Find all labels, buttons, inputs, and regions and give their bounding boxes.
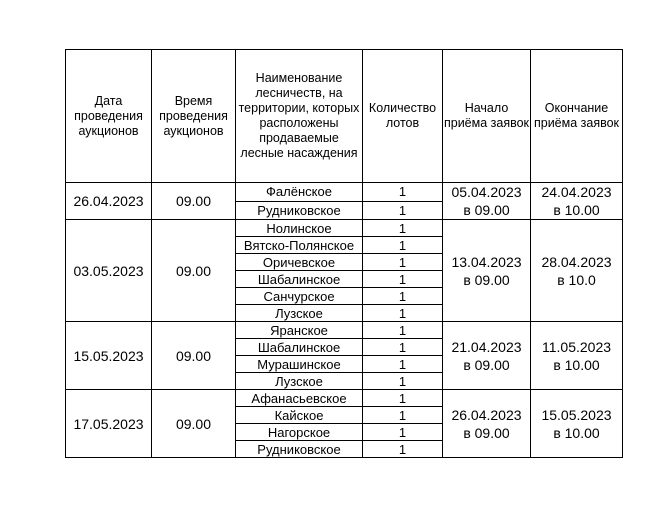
lot-count: 1 [363, 237, 443, 254]
lot-count: 1 [363, 322, 443, 339]
start-date: 21.04.2023 [451, 338, 522, 355]
table-row [66, 183, 623, 202]
header-start: Начало приёма заявок [443, 50, 531, 183]
header-end: Окончание приёма заявок [531, 50, 623, 183]
end-date: 28.04.2023 [541, 253, 612, 270]
application-start-cell [443, 220, 531, 322]
lot-count: 1 [363, 183, 443, 202]
auction-time-cell [152, 390, 236, 458]
auction-time: 09.00 [175, 193, 212, 209]
lot-count: 1 [363, 356, 443, 373]
forestry-name: Яранское [236, 322, 363, 339]
forestry-name: Шабалинское [236, 271, 363, 288]
lot-count: 1 [363, 424, 443, 441]
forestry-name: Нолинское [236, 220, 363, 237]
auction-time-cell [152, 322, 236, 390]
header-time: Время проведения аукционов [152, 50, 236, 183]
end-date: 15.05.2023 [541, 406, 612, 423]
auction-time-cell [152, 220, 236, 322]
lot-count: 1 [363, 441, 443, 458]
table-row [66, 390, 623, 407]
lot-count: 1 [363, 305, 443, 322]
auction-time: 09.00 [175, 415, 212, 432]
forestry-name: Кайское [236, 407, 363, 424]
auction-date-cell [66, 322, 152, 390]
end-date: 11.05.2023 [541, 338, 612, 355]
auction-date-cell [66, 183, 152, 220]
start-date: 05.04.2023 [451, 184, 522, 200]
end-date: 24.04.2023 [541, 184, 612, 200]
auction-time-cell [152, 183, 236, 220]
header-row [66, 50, 623, 183]
auction-time: 09.00 [175, 262, 212, 279]
application-start-cell [443, 183, 531, 220]
forestry-name: Лузское [236, 305, 363, 322]
end-time: в 10.00 [553, 356, 600, 373]
lot-count: 1 [363, 201, 443, 220]
start-date: 26.04.2023 [451, 406, 522, 423]
lot-count: 1 [363, 373, 443, 390]
auction-time: 09.00 [175, 347, 212, 364]
auction-date-cell [66, 220, 152, 322]
application-start-cell [443, 390, 531, 458]
lot-count: 1 [363, 271, 443, 288]
auction-date: 26.04.2023 [73, 193, 144, 209]
forestry-name: Оричевское [236, 254, 363, 271]
auction-date: 17.05.2023 [73, 415, 144, 432]
forestry-name: Рудниковское [236, 201, 363, 220]
end-time: в 10.0 [557, 271, 596, 288]
application-end-cell [531, 322, 623, 390]
header-date: Дата проведения аукционов [66, 50, 152, 183]
forestry-name: Нагорское [236, 424, 363, 441]
lot-count: 1 [363, 339, 443, 356]
auction-date-cell [66, 390, 152, 458]
lot-count: 1 [363, 390, 443, 407]
end-time: в 10.00 [553, 424, 600, 441]
lot-count: 1 [363, 254, 443, 271]
lot-count: 1 [363, 407, 443, 424]
start-time: в 09.00 [463, 424, 510, 441]
auction-date: 15.05.2023 [73, 347, 144, 364]
header-forestry: Наименование лесничеств, на территории, которых расположены продаваемые лесные насаждения [236, 50, 363, 183]
application-start-cell [443, 322, 531, 390]
forestry-name: Шабалинское [236, 339, 363, 356]
forestry-name: Мурашинское [236, 356, 363, 373]
forestry-name: Фалёнское [236, 183, 363, 202]
end-time: в 10.00 [553, 202, 600, 218]
table-body [66, 183, 623, 458]
forestry-name: Санчурское [236, 288, 363, 305]
application-end-cell [531, 390, 623, 458]
table-header [66, 50, 623, 183]
forestry-name: Афанасьевское [236, 390, 363, 407]
lot-count: 1 [363, 220, 443, 237]
auction-schedule-table [65, 49, 623, 458]
start-time: в 09.00 [463, 271, 510, 288]
lot-count: 1 [363, 288, 443, 305]
application-end-cell [531, 183, 623, 220]
header-lots: Количество лотов [363, 50, 443, 183]
application-end-cell [531, 220, 623, 322]
table-row [66, 220, 623, 237]
forestry-name: Вятско-Полянское [236, 237, 363, 254]
start-date: 13.04.2023 [451, 253, 522, 270]
table-row [66, 322, 623, 339]
auction-date: 03.05.2023 [73, 262, 144, 279]
start-time: в 09.00 [463, 202, 510, 218]
start-time: в 09.00 [463, 356, 510, 373]
forestry-name: Рудниковское [236, 441, 363, 458]
forestry-name: Лузское [236, 373, 363, 390]
